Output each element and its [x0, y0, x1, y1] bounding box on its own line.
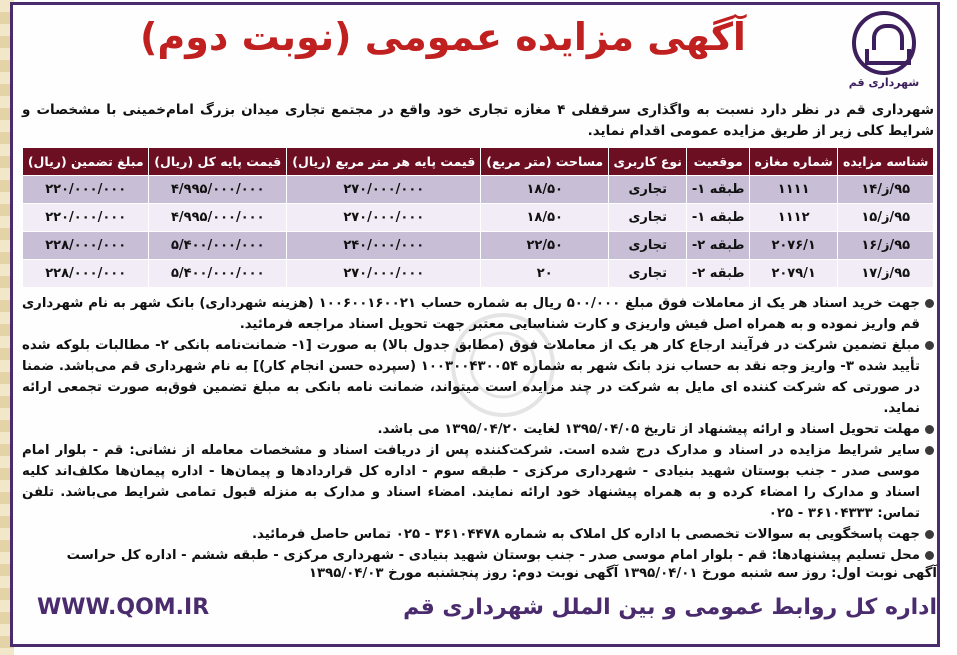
table-cell: ۲۴۰/۰۰۰/۰۰۰ [287, 232, 481, 260]
publication-dates: آگهی نوبت اول: روز سه شنبه مورخ ۱۳۹۵/۰۴/۰۱ آگهی نوبت دوم: روز پنجشنبه مورخ ۱۳۹۵/۰۴/۰۳ [308, 566, 937, 581]
table-cell: ۲۲۰/۰۰۰/۰۰۰ [23, 176, 149, 204]
table-row [23, 232, 934, 260]
table-row [23, 204, 934, 232]
table-row [23, 260, 934, 288]
table-cell: ۹۵/ز/۱۵ [838, 204, 934, 232]
table-cell: طبقه ۱- [687, 176, 749, 204]
col-header: شناسه مزایده [838, 148, 934, 176]
table-cell: طبقه ۲- [687, 260, 749, 288]
table-cell: ۲۰ [481, 260, 608, 288]
table-cell: ۲۷۰/۰۰۰/۰۰۰ [287, 204, 481, 232]
table-cell: ۹۵/ز/۱۶ [838, 232, 934, 260]
table-cell: ۲۲۰/۰۰۰/۰۰۰ [23, 204, 149, 232]
logo-text: شهرداری قم [848, 76, 920, 89]
table-cell: تجاری [608, 232, 687, 260]
bullet-icon [925, 425, 934, 434]
table-cell: ۲۷۰/۰۰۰/۰۰۰ [287, 176, 481, 204]
footer-office: اداره کل روابط عمومی و بین الملل شهرداری قم [403, 595, 937, 620]
table-cell: ۱۱۱۱ [749, 176, 837, 204]
bullet-icon [925, 551, 934, 560]
table-cell: تجاری [608, 260, 687, 288]
list-item [22, 524, 936, 545]
table-cell: ۵/۴۰۰/۰۰۰/۰۰۰ [149, 260, 287, 288]
col-header: شماره مغازه [749, 148, 837, 176]
bullet-icon [925, 299, 934, 308]
table-cell: ۲۲۸/۰۰۰/۰۰۰ [23, 232, 149, 260]
col-header: قیمت پایه هر متر مربع (ریال) [287, 148, 481, 176]
table-cell: ۵/۴۰۰/۰۰۰/۰۰۰ [149, 232, 287, 260]
bullet-icon [925, 446, 934, 455]
list-item [22, 545, 936, 566]
col-header: قیمت پایه کل (ریال) [149, 148, 287, 176]
intro-paragraph: شهرداری قم در نظر دارد نسبت به واگذاری سرقفلی ۴ مغازه تجاری خود واقع در مجتمع تجاری میدان بزرگ امام‌خمینی با مشخصات و شرایط کلی زیر از طریق مزایده عمومی اقدام نماید. [22, 102, 934, 139]
item-text: مهلت تحویل اسناد و ارائه پیشنهاد از تاریخ ۱۳۹۵/۰۴/۰۵ لغایت ۱۳۹۵/۰۴/۲۰ می باشد. [377, 422, 920, 437]
table-cell: ۴/۹۹۵/۰۰۰/۰۰۰ [149, 176, 287, 204]
table-cell: ۱۱۱۲ [749, 204, 837, 232]
item-text: جهت پاسخگویی به سوالات تخصصی با اداره کل املاک به شماره ۳۶۱۰۴۴۷۸ - ۰۲۵ تماس حاصل فرمائید. [252, 527, 920, 542]
item-text: جهت خرید اسناد هر یک از معاملات فوق مبلغ ۵۰۰/۰۰۰ ریال به شماره حساب ۱۰۰۶۰۰۱۶۰۰۲۱ (هزینه شهرداری) بانک شهر به نام شهرداری قم واریز نموده و به همراه اصل فیش واریزی و کارت شناسایی معتبر جهت تحویل اسناد مراجعه فرمائید. [22, 296, 920, 332]
bullet-icon [925, 341, 934, 350]
table-cell: ۹۵/ز/۱۴ [838, 176, 934, 204]
table-cell: ۲۲۸/۰۰۰/۰۰۰ [23, 260, 149, 288]
list-item [22, 293, 936, 335]
table-cell: ۱۸/۵۰ [481, 204, 608, 232]
bullet-icon [925, 530, 934, 539]
conditions-list [22, 293, 936, 566]
item-text: مبلغ تضمین شرکت در فرآیند ارجاع کار هر یک از معاملات فوق (مطابق جدول بالا) به صورت [۱- ضمانت‌نامه بانکی ۲- مطالبات بلوکه شده تأیید شده ۳- واریز وجه نقد به حساب نزد بانک شهر به شماره ۱۰۰۳۰۰۴۳۰۰۵۴ (سپرده حسن انجام کار)] به نام شهرداری قم می‌باشد. ضمنا در صورتی که شرکت کننده ای مایل به شرکت در چند مزایده است میتواند، ضمانت نامه بانکی به مبلغ تضمین فوق‌به صورت تجمعی ارائه نماید. [22, 338, 921, 416]
footer [37, 595, 937, 620]
table-cell: تجاری [608, 204, 687, 232]
table-cell: ۲۰۷۶/۱ [749, 232, 837, 260]
table-cell: ۴/۹۹۵/۰۰۰/۰۰۰ [149, 204, 287, 232]
col-header: نوع کاربری [608, 148, 687, 176]
list-item [22, 419, 936, 440]
table-row [23, 176, 934, 204]
table-cell: ۲۰۷۹/۱ [749, 260, 837, 288]
dome-icon [852, 11, 916, 75]
page-title: آگهی مزایده عمومی (نوبت دوم) [140, 15, 746, 59]
table-cell: ۹۵/ز/۱۷ [838, 260, 934, 288]
table-cell: ۱۸/۵۰ [481, 176, 608, 204]
item-text: سایر شرایط مزایده در اسناد و مدارک درج شده است. شرکت‌کننده پس از دریافت اسناد و مشخصات معامله از نشانی: قم - بلوار امام موسی صدر - جنب بوستان شهید بنیادی - شهرداری مرکزی - طبقه سوم - اداره کل قراردادها و پیمان‌ها - اداره پیمان‌ها مکلف‌اند کلیه اسناد و مدارک را امضاء کرده و به همراه پیشنهاد خود ارائه نمایند. امضاء اسناد و مدارک به منزله قبول تمامی شرایط می‌باشد. تلفن تماس: ۳۶۱۰۴۳۳۳ - ۰۲۵ [22, 443, 920, 521]
table-cell: ۲۷۰/۰۰۰/۰۰۰ [287, 260, 481, 288]
table-cell: طبقه ۱- [687, 204, 749, 232]
col-header: مساحت (متر مربع) [481, 148, 608, 176]
item-text: محل تسلیم پیشنهادها: قم - بلوار امام موسی صدر - جنب بوستان شهید بنیادی - شهرداری مرکزی - طبقه ششم - اداره کل حراست [66, 548, 920, 563]
list-item [22, 440, 936, 524]
table-cell: تجاری [608, 176, 687, 204]
list-item [22, 335, 936, 419]
auction-table [22, 147, 934, 288]
table-header-row [23, 148, 934, 176]
municipality-logo [845, 11, 923, 91]
table-cell: طبقه ۲- [687, 232, 749, 260]
col-header: موقعیت [687, 148, 749, 176]
col-header: مبلغ تضمین (ریال) [23, 148, 149, 176]
table-cell: ۲۲/۵۰ [481, 232, 608, 260]
website-link[interactable]: WWW.QOM.IR [37, 595, 210, 620]
